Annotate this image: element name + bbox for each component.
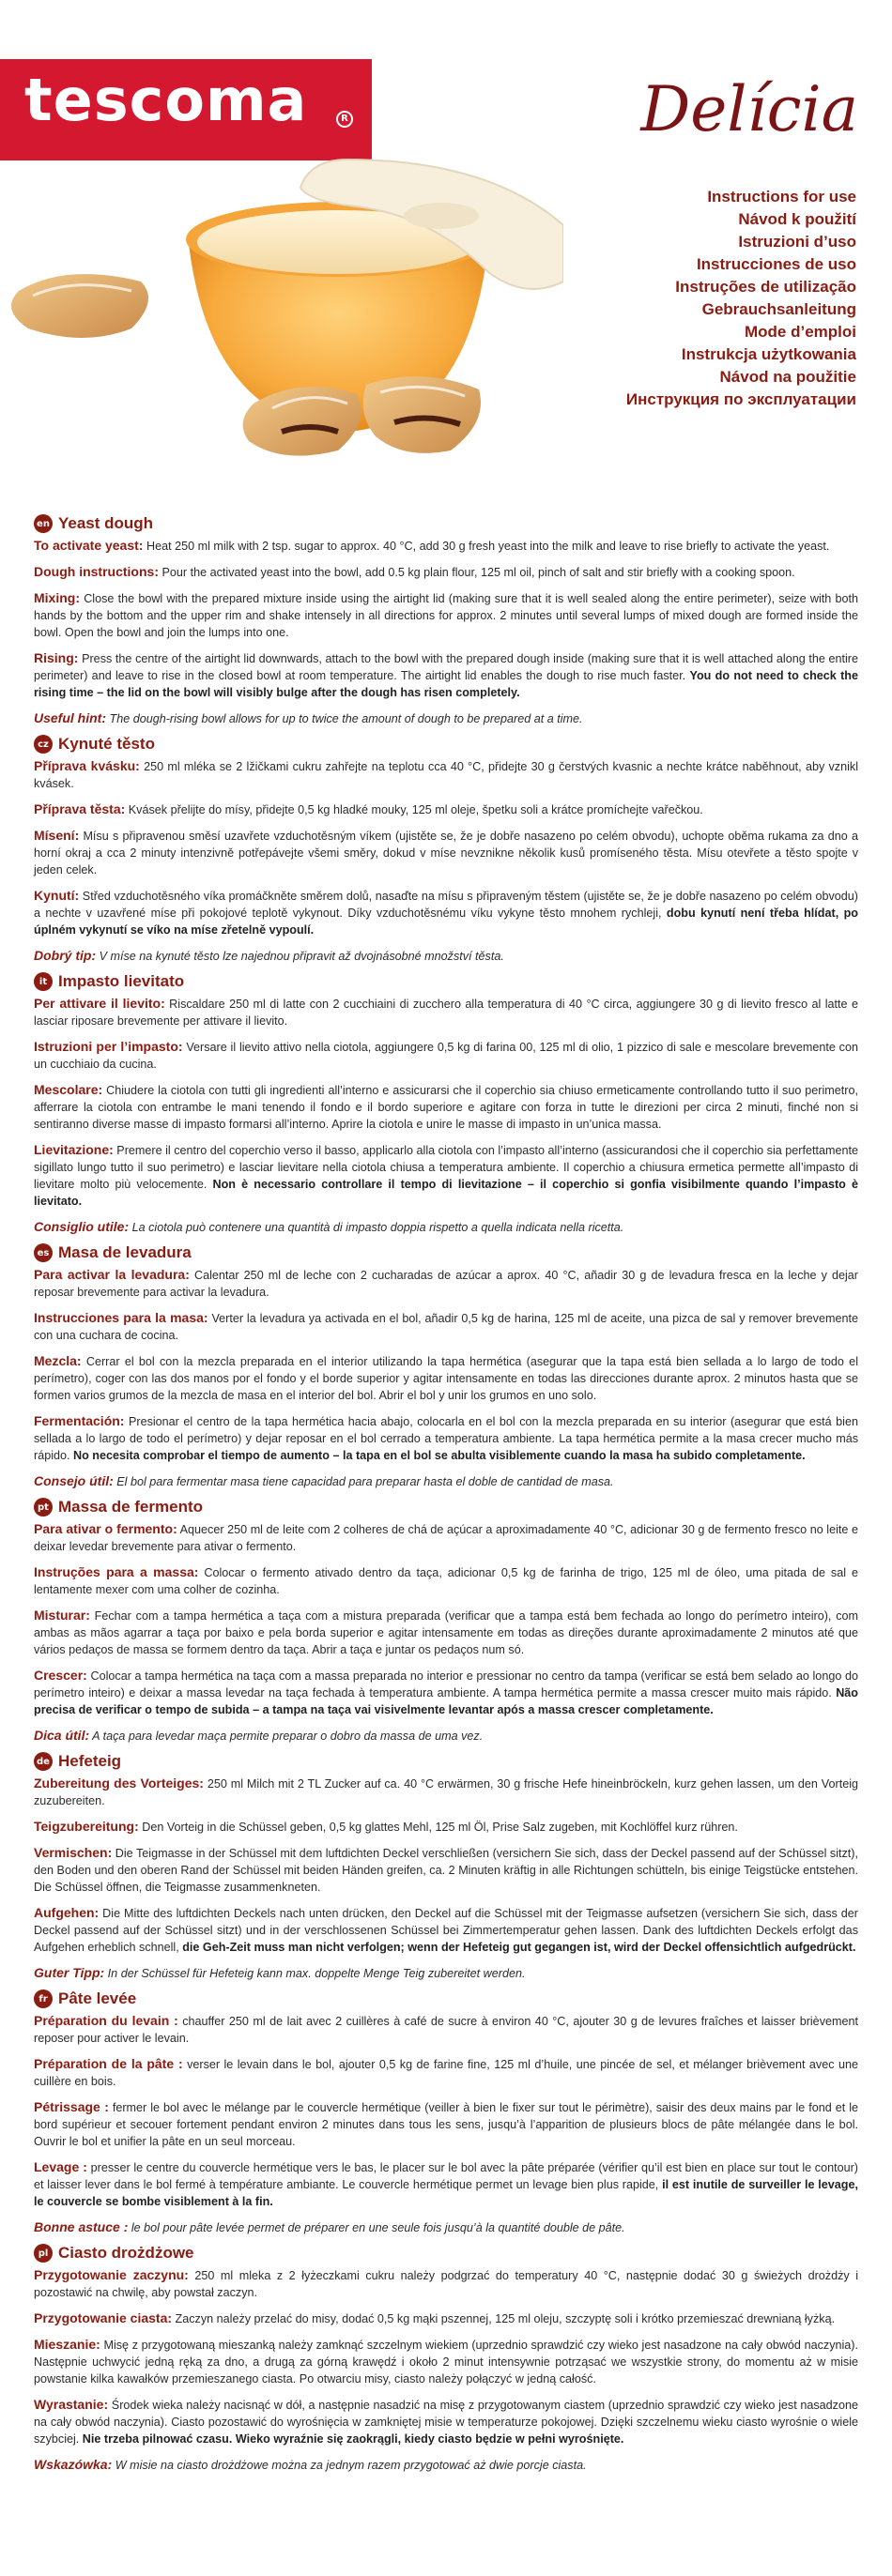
paragraph-text: Den Vorteig in die Schüssel geben, 0,5 kg glattes Mehl, 125 ml Öl, Prise Salz zugeben, mit Kochlöffel kurz rühren.	[138, 1821, 738, 1834]
language-item: Instrucciones de uso	[696, 255, 856, 273]
instruction-paragraph	[34, 1309, 858, 1344]
paragraph-label: Pétrissage :	[34, 2099, 109, 2114]
paragraph-text: Aquecer 250 ml de leite com 2 colheres de chá de açúcar a aproximadamente 40 °C, adicionar 30 g de fermento fresco no leite e deixar levedar brevemente para ativar o fermento.	[34, 1523, 858, 1553]
useful-hint	[34, 1727, 858, 1745]
paragraph-label: Rising:	[34, 650, 79, 665]
hint-label: Wskazówka:	[34, 2457, 113, 2472]
section-en	[34, 514, 858, 727]
paragraph-label: Instrucciones para la masa:	[34, 1310, 208, 1325]
paragraph-label: Crescer:	[34, 1668, 87, 1683]
section-title: Massa de fermento	[58, 1498, 203, 1516]
section-title: Impasto lievitato	[58, 972, 185, 990]
hint-label: Bonne astuce :	[34, 2219, 129, 2234]
language-badge-icon: fr	[34, 1989, 53, 2008]
hint-label: Useful hint:	[34, 710, 106, 725]
paragraph-text: Mísu s připravenou směsí uzavřete vzduchotěsným víkem (ujistěte se, že je dobře nasazeno po celém obvodu), uchopte oběma rukama za dno a horní okraj a cca 2 minuty intenzivně potřepávejte všemi směry, dokud v míse nevznikne několik kusů promíseného těsta. Mísu otevřete a těsto spojte v jeden celek.	[34, 830, 858, 876]
paragraph-label: Misturar:	[34, 1608, 90, 1623]
paragraph-text: verser le levain dans le bol, ajouter 0,5 kg de farine fine, 125 ml d’huile, une pincée de sel, et mélanger brièvement avec une cuillère en bois.	[34, 2058, 858, 2088]
instruction-paragraph	[34, 2012, 858, 2047]
paragraph-label: Mieszanie:	[34, 2337, 100, 2352]
paragraph-label: Préparation du levain :	[34, 2013, 178, 2028]
paragraph-bold: dobu kynutí není třeba hlídat, po úplném vykynutí se víko na míse zřetelně vypoulí.	[34, 907, 858, 937]
section-header	[34, 2244, 858, 2263]
section-fr	[34, 1989, 858, 2236]
section-header	[34, 1498, 858, 1517]
instruction-paragraph	[34, 2309, 858, 2327]
instruction-paragraph	[34, 1844, 858, 1896]
paragraph-text: Close the bowl with the prepared mixture inside using the airtight lid (making sure that it is well sealed along the entire perimeter), seize with both hands by the bottom and the upper rim and shake intensely in all directions for approx. 2 minutes until several lumps of mixed dough are formed inside the bowl. Open the bowl and join the lumps into one.	[34, 592, 858, 639]
language-list	[626, 186, 856, 411]
hint-text: La ciotola può contenere una quantità di impasto doppia rispetto a quella indicata nella ricetta.	[129, 1221, 624, 1234]
language-item: Инструкция по эксплуатации	[625, 390, 856, 408]
section-it	[34, 972, 858, 1236]
paragraph-text: Cerrar el bol con la mezcla preparada en el interior utilizando la tapa hermética (asegurar que la tapa está bien sellada a lo largo de todo el perímetro), coger con las dos manos por el fondo y el borde superior y agitar intensamente en todas las direcciones durante aprox. 2 minutos hasta que se formen varios grumos de la mezcla de masa en el interior del bol. Abrir el bol y unir los grumos en uno solo.	[34, 1355, 858, 1402]
section-header	[34, 1989, 858, 2008]
paragraph-text: Pour the activated yeast into the bowl, add 0.5 kg plain flour, 125 ml oil, pinch of salt and stir briefly with a cooking spoon.	[159, 566, 795, 579]
paragraph-text: 250 ml Milch mit 2 TL Zucker auf ca. 40 °C erwärmen, 30 g frische Hefe hineinbröckeln, kurz gehen lassen, um den Vorteig zuzubereiten.	[34, 1777, 858, 1807]
hint-text: In der Schüssel für Hefeteig kann max. doppelte Menge Teig zubereitet werden.	[104, 1967, 526, 1980]
paragraph-label: Mísení:	[34, 828, 80, 843]
paragraph-text: presser le centre du couvercle hermétique vers le bas, le placer sur le bol avec la pâte préparée (vérifier qu’il est bien en place sur tout le contour) et laisser lever dans le bol fermé à température ambiante. Le couvercle hermétique permet un levage bien plus rapide,	[34, 2161, 858, 2191]
hint-text: V míse na kynuté těsto lze najednou připravit až dvojnásobné množství těsta.	[96, 950, 504, 963]
instructions-content	[34, 507, 858, 2479]
instruction-paragraph	[34, 2055, 858, 2090]
instruction-paragraph	[34, 1563, 858, 1598]
instruction-paragraph	[34, 649, 858, 701]
paragraph-label: Fermentación:	[34, 1413, 125, 1428]
instruction-paragraph	[34, 1352, 858, 1404]
instruction-paragraph	[34, 1904, 858, 1956]
registered-mark-icon: R	[336, 111, 353, 128]
paragraph-label: Kynutí:	[34, 888, 80, 903]
instruction-paragraph	[34, 1412, 858, 1464]
paragraph-label: Levage :	[34, 2159, 87, 2174]
useful-hint	[34, 1472, 858, 1490]
hint-text: A taça para levedar maça permite preparar o dobro da massa de uma vez.	[89, 1730, 484, 1743]
paragraph-text: Calentar 250 ml de leche con 2 cucharadas de azúcar a aprox. 40 °C, añadir 30 g de levadura fresca en la leche y dejar reposar brevemente para activar la levadura.	[34, 1269, 858, 1299]
paragraph-text: Riscaldare 250 ml di latte con 2 cucchiaini di zucchero alla temperatura di 40 °C circa, aggiungere 30 g di lievito fresco al latte e lasciar riposare brevemente per attivare il lievito.	[34, 998, 858, 1028]
paragraph-label: Lievitazione:	[34, 1142, 114, 1157]
instruction-paragraph	[34, 1081, 858, 1133]
paragraph-text: Misę z przygotowaną mieszanką należy zamknąć szczelnym wiekiem (uprzednio sprawdzić czy wieko jest nasadzone na cały obwód naczynia). Następnie uchwycić jedną ręką za dno, a drugą za górną krawędź i około 2 minut intensywnie potrząsać we wszystkie strony, do momentu aż w misie powstanie kilka kawałków przemieszanego ciasta. Po otwarciu misy, ciasto należy połączyć w jedną całość.	[34, 2339, 858, 2385]
paragraph-text: chauffer 250 ml de lait avec 2 cuillères à café de sucre à environ 40 °C, ajouter 30 g de levures fraîches et laisser brièvement reposer pour activer le levain.	[34, 2015, 858, 2045]
useful-hint	[34, 947, 858, 965]
language-item: Instructions for use	[707, 188, 856, 206]
language-item: Mode d’emploi	[745, 323, 856, 341]
paragraph-label: Teigzubereitung:	[34, 1819, 139, 1834]
language-badge-icon: pl	[34, 2244, 53, 2263]
useful-hint	[34, 2218, 858, 2236]
paragraph-label: Mixing:	[34, 590, 80, 605]
paragraph-text: Colocar a tampa hermética na taça com a massa preparada no interior e pressionar no centro da tampa (verificar se está bem selado ao longo do perímetro inteiro) e deixar a massa levedar na taça fechada à temperatura ambiente. A tampa hermética permite a massa crescer muito mais rápido.	[34, 1669, 858, 1700]
paragraph-label: Mezcla:	[34, 1353, 82, 1368]
product-photo	[0, 150, 563, 488]
instruction-paragraph	[34, 537, 858, 555]
instruction-paragraph	[34, 1038, 858, 1073]
hint-label: Consiglio utile:	[34, 1219, 130, 1234]
paragraph-bold: You do not need to check the rising time – the lid on the bowl will visibly bulge after the dough has risen completely.	[34, 669, 858, 699]
paragraph-text: Presionar el centro de la tapa hermética hacia abajo, colocarla en el bol con la mezcla preparada en su interior (asegurar que está bien sellada a lo largo de todo el perímetro) y dejar reposar en el bol cerrado a temperatura ambiente. La tapa hermética permite a la masa crecer mucho más rápido.	[34, 1415, 858, 1462]
language-item: Istruzioni d’uso	[738, 233, 856, 251]
paragraph-text: Versare il lievito attivo nella ciotola, aggiungere 0,5 kg di farina 00, 125 ml di olio, 1 pizzico di sale e mescolare brevemente con un cucchiaio da cucina.	[34, 1041, 858, 1071]
section-title: Hefeteig	[58, 1752, 122, 1770]
paragraph-text: Die Mitte des luftdichten Deckels nach unten drücken, den Deckel auf die Schüssel mit der Teigmasse aufsetzen (versichern Sie sich, dass der Deckel passend auf der Schüssel sitzt) und in der verschlossenen Schüssel bei Zimmertemperatur gehen lassen. Dank des luftdichten Deckels erfolgt das Aufgehen erheblich schnell,	[34, 1907, 858, 1954]
section-pt	[34, 1498, 858, 1745]
paragraph-text: 250 ml mleka z 2 łyżeczkami cukru należy podgrzać do temperatury 40 °C, następnie dodać 30 g świeżych drożdży i pozostawić na chwilę, aby powstał zaczyn.	[34, 2269, 858, 2299]
instruction-paragraph	[34, 995, 858, 1029]
section-title: Kynuté těsto	[58, 735, 155, 753]
hint-text: le bol pour pâte levée permet de préparer en une seule fois jusqu’à la quantité double de pâte.	[128, 2221, 625, 2234]
instruction-paragraph	[34, 1520, 858, 1555]
paragraph-text: Kvásek přelijte do mísy, přidejte 0,5 kg hladké mouky, 125 ml oleje, špetku soli a krátce promíchejte vařečkou.	[125, 803, 703, 816]
language-item: Návod na použitie	[719, 368, 856, 386]
paragraph-text: Środek wieka należy nacisnąć w dół, a następnie nasadzić na misę z przygotowanym ciastem (uprzednio sprawdzić czy wieko jest nasadzone na cały obwód naczynia). Ciasto pozostawić do wyrośnięcia w zamkniętej misie w temperaturze pokojowej. Dzięki szczelnemu wieku ciasto wyrośnie o wiele szybciej.	[34, 2399, 858, 2446]
instruction-paragraph	[34, 2098, 858, 2150]
section-title: Pâte levée	[58, 1989, 137, 2007]
paragraph-label: Aufgehen:	[34, 1905, 100, 1920]
language-item: Gebrauchsanleitung	[701, 300, 856, 318]
paragraph-label: To activate yeast:	[34, 538, 144, 553]
section-de	[34, 1752, 858, 1982]
language-badge-icon: es	[34, 1243, 53, 1262]
language-badge-icon: en	[34, 514, 53, 533]
paragraph-text: fermer le bol avec le mélange par le couvercle hermétique (veiller à bien le fixer sur tout le périmètre), saisir des deux mains par le fond et le bord supérieur et secouer fortement pendant environ 2 minutes dans tous les sens, jusqu’à l’apparition de plusieurs blocs de pâte mélangée dans le bol. Ouvrir le bol et unifier la pâte en un seul morceau.	[34, 2101, 858, 2148]
language-badge-icon: cz	[34, 735, 53, 754]
paragraph-label: Dough instructions:	[34, 564, 159, 579]
paragraph-label: Mescolare:	[34, 1082, 103, 1097]
instruction-paragraph	[34, 563, 858, 581]
paragraph-label: Per attivare il lievito:	[34, 996, 165, 1011]
paragraph-text: Colocar o fermento ativado dentro da taça, adicionar 0,5 kg de farinha de trigo, 125 ml de óleo, uma pitada de sal e lentamente mexer com uma colher de cozinha.	[34, 1566, 858, 1596]
hint-text: The dough-rising bowl allows for up to twice the amount of dough to be prepared at a time.	[106, 712, 583, 725]
instruction-paragraph	[34, 2336, 858, 2387]
section-title: Yeast dough	[58, 514, 154, 532]
paragraph-label: Vermischen:	[34, 1845, 113, 1860]
section-cz	[34, 735, 858, 965]
section-header	[34, 514, 858, 533]
instruction-paragraph	[34, 2158, 858, 2210]
instruction-paragraph	[34, 800, 858, 818]
paragraph-label: Příprava těsta:	[34, 801, 126, 816]
language-badge-icon: it	[34, 972, 53, 991]
paragraph-text: Heat 250 ml milk with 2 tsp. sugar to approx. 40 °C, add 30 g fresh yeast into the milk and leave to rise briefly to activate the yeast.	[143, 540, 830, 553]
instruction-paragraph	[34, 887, 858, 938]
paragraph-text: Premere il centro del coperchio verso il basso, applicarlo alla ciotola con l’impasto all’interno (assicurandosi che il coperchio sia perfettamente sigillato lungo tutto il suo perimetro) e lasciar lievitare nella ciotola chiusa a temperatura ambiente. Il coperchio a chiusura ermetica permette all’impasto di lievitare molto più velocemente.	[34, 1144, 858, 1191]
useful-hint	[34, 2456, 858, 2474]
paragraph-label: Para activar la levadura:	[34, 1267, 190, 1282]
useful-hint	[34, 1964, 858, 1982]
section-title: Ciasto drożdżowe	[58, 2244, 194, 2262]
section-title: Masa de levadura	[58, 1243, 192, 1261]
paragraph-text: Die Teigmasse in der Schüssel mit dem luftdichten Deckel verschließen (versichern Sie sich, dass der Deckel passend auf der Schüssel sitzt), den Boden und den oberen Rand der Schüssel mit beiden Händen greifen, ca. 2 Minuten kräftig in alle Richtungen schütteln, bis einige Teigstücke entstehen. Die Schüssel öffnen, die Teigmasse zusammenkneten.	[34, 1847, 858, 1894]
instruction-paragraph	[34, 1775, 858, 1809]
instruction-paragraph	[34, 1141, 858, 1210]
paragraph-bold: il est inutile de surveiller le levage, le couvercle se bombe visiblement à la fin.	[34, 2178, 858, 2208]
hint-label: Consejo útil:	[34, 1473, 114, 1488]
paragraph-text: Střed vzduchotěsného víka promáčkněte směrem dolů, nasaďte na mísu s připraveným těstem (ujistěte se, že je dobře nasazeno po celém obvodu) a nechte v uzavřené míse při pokojové teplotě vykynout. Díky vzduchotěsnému víku vykyne těsto mnohem rychleji,	[34, 890, 858, 920]
paragraph-label: Préparation de la pâte :	[34, 2056, 183, 2071]
instruction-paragraph	[34, 2396, 858, 2447]
instruction-paragraph	[34, 1818, 858, 1836]
instruction-paragraph	[34, 2266, 858, 2301]
instruction-paragraph	[34, 1607, 858, 1658]
paragraph-bold: die Geh-Zeit muss man nicht verfolgen; wenn der Hefeteig gut gegangen ist, wird der Deckel offensichtlich aufgedrückt.	[182, 1941, 856, 1954]
language-badge-icon: de	[34, 1752, 53, 1771]
paragraph-bold: Não precisa de verificar o tempo de subida – a tampa na taça vai visivelmente levantar após a massa crescer completamente.	[34, 1686, 858, 1716]
section-header	[34, 1243, 858, 1262]
section-header	[34, 972, 858, 991]
instruction-paragraph	[34, 827, 858, 878]
paragraph-label: Instruções para a massa:	[34, 1564, 199, 1579]
section-header	[34, 735, 858, 754]
paragraph-label: Wyrastanie:	[34, 2397, 109, 2412]
paragraph-text: Press the centre of the airtight lid downwards, attach to the bowl with the prepared dough inside (making sure that it is well attached along the entire perimeter) and leave to rise in the closed bowl at room temperature. The airtight lid enables the dough to rise much faster.	[34, 652, 858, 682]
brand-logo: tescoma	[24, 66, 308, 134]
product-title: Delícia	[640, 73, 858, 145]
paragraph-label: Przygotowanie ciasta:	[34, 2310, 173, 2325]
paragraph-label: Zubereitung des Vorteiges:	[34, 1776, 204, 1791]
paragraph-bold: No necesita comprobar el tiempo de aumento – la tapa en el bol se abulta visiblemente cuando la masa ha subido completamente.	[73, 1449, 806, 1462]
useful-hint	[34, 709, 858, 727]
paragraph-text: Chiudere la ciotola con tutti gli ingredienti all’interno e assicurarsi che il coperchio sia chiuso ermeticamente controllando tutto il suo perimetro, afferrare la ciotola con entrambe le mani tenendo il fondo e il bordo superiore e agitare con forza in tutte le direzioni per circa 2 minuti, finché non si sentiranno diverse masse di impasto formarsi all’interno. Aprire la ciotola e unire le masse di impasto in un’unica massa.	[34, 1084, 858, 1131]
paragraph-text: Fechar com a tampa hermética a taça com a mistura preparada (verificar que a tampa está bem fechada ao longo do perímetro inteiro), com ambas as mãos agarrar a taça por baixo e pela borda superior e agitar intensamente em todas as direções durante aproximadamente 2 minutos até que vários pedaços de massa se formem dentro da taça. Abrir a taça e juntar os pedaços num só.	[34, 1609, 858, 1656]
hint-text: W misie na ciasto drożdżowe można za jednym razem przygotować aż dwie porcje ciasta.	[112, 2459, 587, 2472]
paragraph-bold: Nie trzeba pilnować czasu. Wieko wyraźnie się zaokrągli, kiedy ciasto będzie w pełni wyrośnięte.	[82, 2432, 624, 2446]
language-item: Instrukcja użytkowania	[681, 345, 856, 363]
instruction-paragraph	[34, 1667, 858, 1718]
paragraph-label: Przygotowanie zaczynu:	[34, 2267, 189, 2282]
paragraph-text: Zaczyn należy przelać do misy, dodać 0,5 kg mąki pszennej, 125 ml oleju, szczyptę soli i krótko przemieszać drewnianą łyżką.	[172, 2312, 836, 2325]
paragraph-text: Verter la levadura ya activada en el bol, añadir 0,5 kg de harina, 125 ml de aceite, una pizca de sal y remover brevemente con una cuchara de cocina.	[34, 1312, 858, 1342]
section-pl	[34, 2244, 858, 2474]
language-item: Návod k použití	[738, 210, 856, 228]
paragraph-text: 250 ml mléka se 2 lžičkami cukru zahřejte na teplotu cca 40 °C, přidejte 30 g čerstvých kvasnic a nechte krátce naběhnout, aby vznikl kvásek.	[34, 760, 858, 790]
instruction-paragraph	[34, 1266, 858, 1301]
hint-label: Dobrý tip:	[34, 948, 97, 963]
instruction-paragraph	[34, 757, 858, 792]
paragraph-bold: Non è necessario controllare il tempo di lievitazione – il coperchio si gonfia visibilmente quando l’impasto è lievitato.	[34, 1178, 858, 1208]
paragraph-label: Istruzioni per l’impasto:	[34, 1039, 183, 1054]
useful-hint	[34, 1218, 858, 1236]
paragraph-label: Příprava kvásku:	[34, 758, 140, 773]
language-item: Instruções de utilização	[675, 278, 856, 296]
hint-text: El bol para fermentar masa tiene capacidad para preparar hasta el doble de cantidad de masa.	[113, 1475, 614, 1488]
hint-label: Dica útil:	[34, 1728, 90, 1743]
section-header	[34, 1752, 858, 1771]
language-badge-icon: pt	[34, 1498, 53, 1517]
hint-label: Guter Tipp:	[34, 1965, 105, 1980]
paragraph-label: Para ativar o fermento:	[34, 1521, 177, 1536]
section-es	[34, 1243, 858, 1490]
instruction-paragraph	[34, 589, 858, 641]
